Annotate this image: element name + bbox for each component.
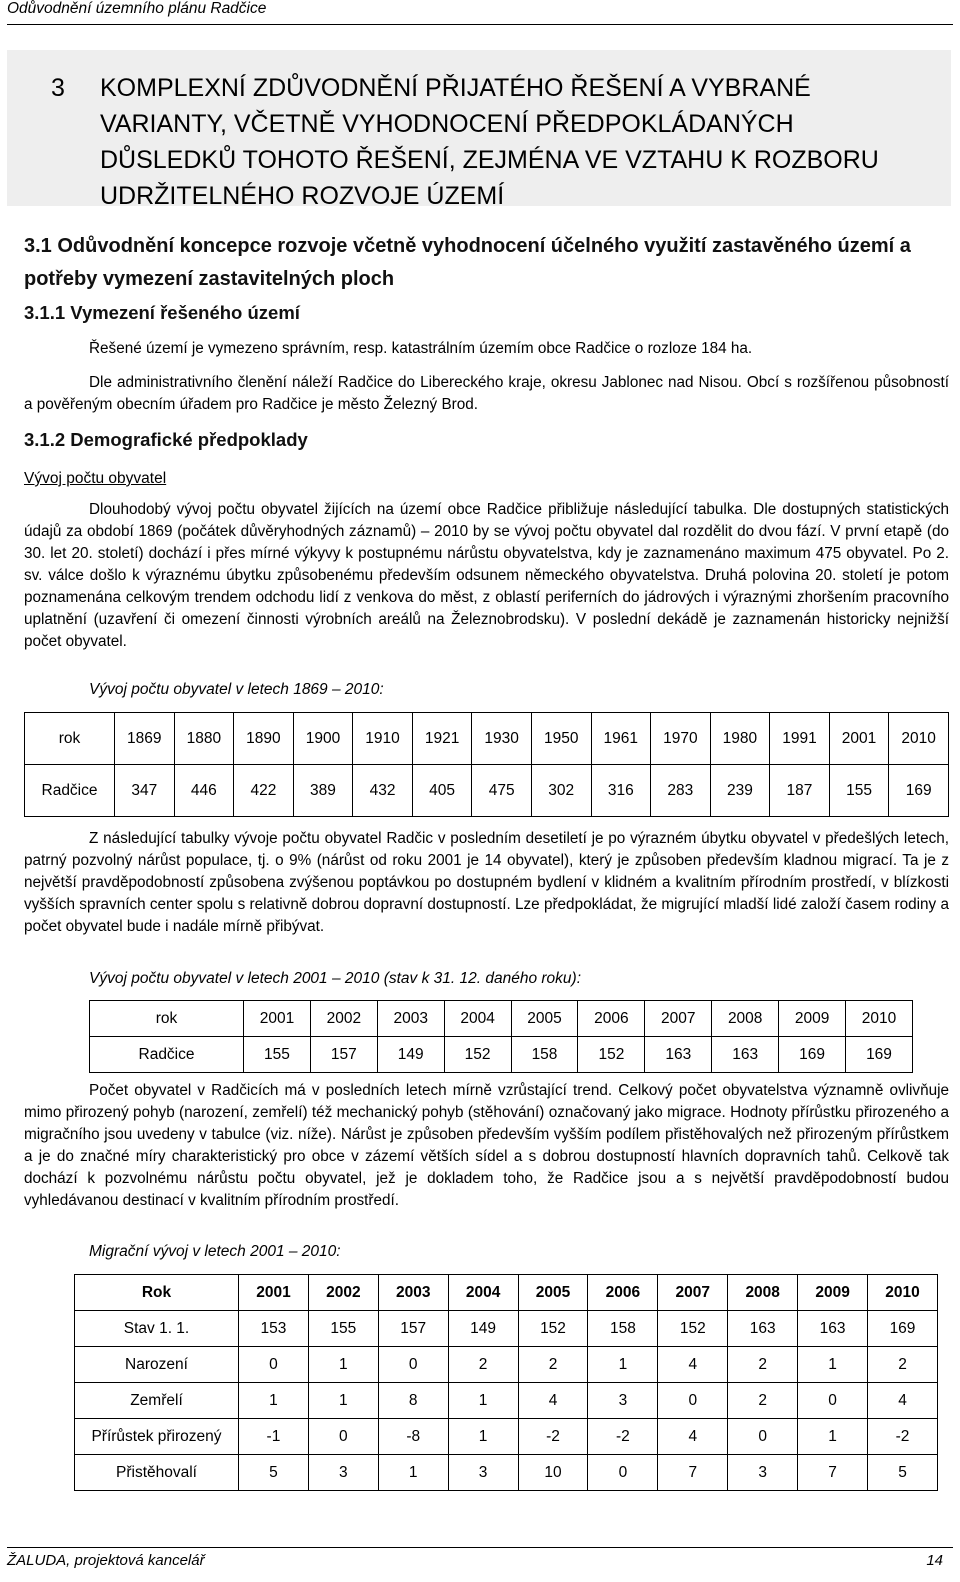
table-cell: 1 (448, 1419, 518, 1455)
table-cell: 1 (448, 1383, 518, 1419)
table-cell: 1970 (651, 713, 711, 765)
table-row-header: Rok (75, 1275, 239, 1311)
table-cell: 155 (244, 1037, 311, 1073)
table-cell: 155 (829, 765, 889, 817)
section-heading-3-1: 3.1 Odůvodnění koncepce rozvoje včetně vyhodnocení účelného využití zastavěného území a potřeby vymezení zastavitelných ploch (24, 235, 911, 290)
document-title: Odůvodnění územního plánu Radčice (7, 0, 267, 17)
table-row (75, 1419, 938, 1455)
table-cell: 389 (293, 765, 353, 817)
footer-company: ŽALUDA, projektová kancelář (7, 1552, 205, 1569)
running-header (7, 0, 953, 25)
table-cell: 0 (588, 1455, 658, 1491)
table-cell: 239 (710, 765, 770, 817)
table-cell: 187 (770, 765, 830, 817)
table-cell: 163 (712, 1037, 779, 1073)
table-cell: 2002 (310, 1001, 377, 1037)
table-row (75, 1347, 938, 1383)
table-cell: 10 (518, 1455, 588, 1491)
table-cell: 316 (591, 765, 651, 817)
paragraph-last-decade: Z následující tabulky vývoje počtu obyvatel Radčic v posledním desetiletí je po výrazném úbytku obyvatel v předešlých letech, patrný pozvolný nárůst populace, tj. o 9% (nárůst od roku 2001 je 14 obyvatel), který je způsoben především kladnou migrací. Ta je z největší pravděpodobností způsobena zvýšenou poptávkou po dostupném bydlení v klidném a kvalitním přírodním prostředí, v blízkosti vyšších spravních center spolu s relativně dobrou dopravní dostupností. Lze předpokládat, že migrující mladší lidé založí časem rodiny a počet obyvatel bude i nadále mírně přibývat. (24, 830, 949, 935)
table-cell: 405 (412, 765, 472, 817)
table-row-header: rok (25, 713, 115, 765)
chapter-number: 3 (51, 74, 65, 102)
paragraph-administration: Dle administrativního členění náleží Radčice do Libereckého kraje, okresu Jablonec nad Nisou. Obcí s rozšířenou působností a pověřeným obecním úřadem pro Radčice je město Železný Brod. (24, 374, 949, 413)
table-cell: 2004 (444, 1001, 511, 1037)
population-table-2001-2010 (89, 1000, 913, 1073)
table-cell: 158 (511, 1037, 578, 1073)
table-cell: 3 (588, 1383, 658, 1419)
table-cell: 163 (728, 1311, 798, 1347)
table-cell: -2 (868, 1419, 938, 1455)
table-row-header: Přistěhovalí (75, 1455, 239, 1491)
table-cell: 1930 (472, 713, 532, 765)
table-cell: 2004 (448, 1275, 518, 1311)
table-cell: 2008 (728, 1275, 798, 1311)
table2-caption: Vývoj počtu obyvatel v letech 2001 – 2010 (stav k 31. 12. daného roku): (89, 970, 582, 987)
paragraph-migration: Počet obyvatel v Radčicích má v posledních letech mírně vzrůstající trend. Celkový počet obyvatelstva významně ovlivňuje mimo přirozený pohyb (narození, zemřelí) též mechanický pohyb (stěhování) označovaný jako migrace. Hodnoty přírůstku přirozeného a migračního jsou uvedeny v tabulce (viz. níže). Nárůst je způsoben především vyšším podílem přistěhovalých než přirozeným přírůstkem a je do značné míry charakteristický pro obce v zázemí větších sídel a s dobrou dostupností hlavních dopravních tahů. Celkově tak dochází k pozvolnému nárůstu počtu obyvatel, jež je dokladem toho, že Radčice jsou a s největší pravděpodobností budou vyhledávanou destinací v kvalitním přírodním prostředí. (24, 1082, 949, 1209)
subsection-label: Vývoj počtu obyvatel (24, 470, 167, 487)
table-row-header: rok (90, 1001, 244, 1037)
table-cell: 2006 (588, 1275, 658, 1311)
migration-table-2001-2010 (74, 1274, 938, 1491)
table-cell: 1950 (531, 713, 591, 765)
table-cell: 2001 (244, 1001, 311, 1037)
table-cell: 2 (728, 1347, 798, 1383)
table-cell: 0 (378, 1347, 448, 1383)
table-cell: 2001 (239, 1275, 309, 1311)
table-cell: 2005 (518, 1275, 588, 1311)
table-row (90, 1001, 913, 1037)
table-row-header: Přírůstek přirozený (75, 1419, 239, 1455)
table-cell: 4 (868, 1383, 938, 1419)
table-cell: 1910 (353, 713, 413, 765)
table-cell: 302 (531, 765, 591, 817)
table-cell: 0 (308, 1419, 378, 1455)
page-footer (7, 1547, 953, 1571)
paragraph-area: Řešené území je vymezeno správním, resp. katastrálním územím obce Radčice o rozloze 184 ha. (89, 340, 753, 357)
table-cell: 2005 (511, 1001, 578, 1037)
table-cell: 4 (518, 1383, 588, 1419)
table-cell: 7 (798, 1455, 868, 1491)
section-heading-3-1-2: 3.1.2 Demografické předpoklady (24, 429, 308, 450)
table-cell: 446 (174, 765, 234, 817)
table-row (75, 1311, 938, 1347)
table3-caption: Migrační vývoj v letech 2001 – 2010: (89, 1243, 341, 1260)
table-cell: 149 (448, 1311, 518, 1347)
table-cell: 1 (378, 1455, 448, 1491)
table-cell: 169 (846, 1037, 913, 1073)
table-cell: 2006 (578, 1001, 645, 1037)
table-cell: 475 (472, 765, 532, 817)
table-row (25, 713, 949, 765)
table-row (90, 1037, 913, 1073)
table-cell: 169 (889, 765, 949, 817)
table-cell: 2 (728, 1383, 798, 1419)
table-cell: 1890 (234, 713, 294, 765)
table-cell: 2009 (798, 1275, 868, 1311)
table-cell: 152 (658, 1311, 728, 1347)
table-cell: 2010 (868, 1275, 938, 1311)
table-row (75, 1383, 938, 1419)
table-cell: 1 (798, 1347, 868, 1383)
table-cell: 1961 (591, 713, 651, 765)
paragraph-population-history: Dlouhodobý vývoj počtu obyvatel žijících na území obce Radčice přibližuje následující tabulka. Dle dostupných statistických údajů za období 1869 (počátek důvěryhodných záznamů) – 2010 by se vývoj počtu obyvatel dal rozdělit do dvou fází. V první etapě (do 30. let 20. století) dochází i přes mírné výkyvy k postupnému nárůstu obyvatelstva, kdy je zaznamenáno maximum 475 obyvatel. Po 2. sv. válce došlo k výraznému úbytku způsobenému především odsunem německého obyvatelstva. Druhá polovina 20. století je potom poznamenána celkovým trendem odchodu lidí z venkova do měst, z oblastí periferních do jádrových i výraznými zhoršením pracovního uplatnění (uzavření či omezení činnosti výrobních areálů na Železnobrodsku). V poslední dekádě je zaznamenán historicky nejnižší počet obyvatel. (24, 501, 949, 650)
table-row (25, 765, 949, 817)
table-cell: 1880 (174, 713, 234, 765)
table-cell: 2 (448, 1347, 518, 1383)
table1-caption: Vývoj počtu obyvatel v letech 1869 – 2010: (89, 681, 384, 698)
table-cell: 155 (308, 1311, 378, 1347)
table-cell: 3 (308, 1455, 378, 1491)
table-cell: 163 (798, 1311, 868, 1347)
table-cell: 422 (234, 765, 294, 817)
table-cell: 2008 (712, 1001, 779, 1037)
table-cell: 2007 (645, 1001, 712, 1037)
table-row-header: Radčice (90, 1037, 244, 1073)
table-cell: 1991 (770, 713, 830, 765)
table-cell: -2 (518, 1419, 588, 1455)
table-cell: 0 (658, 1383, 728, 1419)
page-number: 14 (926, 1552, 943, 1569)
table-cell: 347 (115, 765, 175, 817)
table-cell: 0 (728, 1419, 798, 1455)
table-row-header: Stav 1. 1. (75, 1311, 239, 1347)
table-cell: 432 (353, 765, 413, 817)
table-cell: -1 (239, 1419, 309, 1455)
table-row (75, 1455, 938, 1491)
population-table-1869-2010 (24, 712, 949, 817)
chapter-title: KOMPLEXNÍ ZDŮVODNĚNÍ PŘIJATÉHO ŘEŠENÍ A VYBRANÉ VARIANTY, VČETNĚ VYHODNOCENÍ PŘEDPOKLÁDANÝCH DŮSLEDKŮ TOHOTO ŘEŠENÍ, ZEJMÉNA VE VZTAHU K ROZBORU UDRŽITELNÉHO ROZVOJE ÚZEMÍ (100, 74, 879, 210)
table-cell: 2 (518, 1347, 588, 1383)
chapter-heading-box (7, 50, 951, 210)
table-cell: 1980 (710, 713, 770, 765)
table-row-header: Narození (75, 1347, 239, 1383)
table-cell: 5 (239, 1455, 309, 1491)
table-cell: 1 (308, 1347, 378, 1383)
table-cell: 1 (798, 1419, 868, 1455)
table-cell: 169 (868, 1311, 938, 1347)
table-cell: 3 (448, 1455, 518, 1491)
table-cell: 1 (588, 1347, 658, 1383)
table-cell: 2 (868, 1347, 938, 1383)
table-cell: 1921 (412, 713, 472, 765)
table-cell: -8 (378, 1419, 448, 1455)
table-cell: 158 (588, 1311, 658, 1347)
table-cell: 5 (868, 1455, 938, 1491)
table-row (75, 1275, 938, 1311)
section-heading-3-1-1: 3.1.1 Vymezení řešeného území (24, 302, 300, 323)
table-cell: 4 (658, 1347, 728, 1383)
table-cell: 2001 (829, 713, 889, 765)
table-cell: 153 (239, 1311, 309, 1347)
table-row-header: Zemřelí (75, 1383, 239, 1419)
table-cell: 1 (308, 1383, 378, 1419)
table-cell: 1900 (293, 713, 353, 765)
table-cell: -2 (588, 1419, 658, 1455)
table-cell: 0 (798, 1383, 868, 1419)
table-cell: 157 (310, 1037, 377, 1073)
table-cell: 1869 (115, 713, 175, 765)
table-cell: 0 (239, 1347, 309, 1383)
table-cell: 152 (444, 1037, 511, 1073)
table-cell: 4 (658, 1419, 728, 1455)
table-cell: 149 (377, 1037, 444, 1073)
table-cell: 163 (645, 1037, 712, 1073)
table-cell: 3 (728, 1455, 798, 1491)
table-cell: 2007 (658, 1275, 728, 1311)
table-cell: 2010 (846, 1001, 913, 1037)
table-cell: 152 (518, 1311, 588, 1347)
table-cell: 157 (378, 1311, 448, 1347)
table-row-header: Radčice (25, 765, 115, 817)
table-cell: 283 (651, 765, 711, 817)
table-cell: 2003 (377, 1001, 444, 1037)
table-cell: 7 (658, 1455, 728, 1491)
table-cell: 169 (779, 1037, 846, 1073)
table-cell: 2002 (308, 1275, 378, 1311)
table-cell: 2010 (889, 713, 949, 765)
table-cell: 152 (578, 1037, 645, 1073)
table-cell: 2009 (779, 1001, 846, 1037)
table-cell: 2003 (378, 1275, 448, 1311)
table-cell: 1 (239, 1383, 309, 1419)
table-cell: 8 (378, 1383, 448, 1419)
